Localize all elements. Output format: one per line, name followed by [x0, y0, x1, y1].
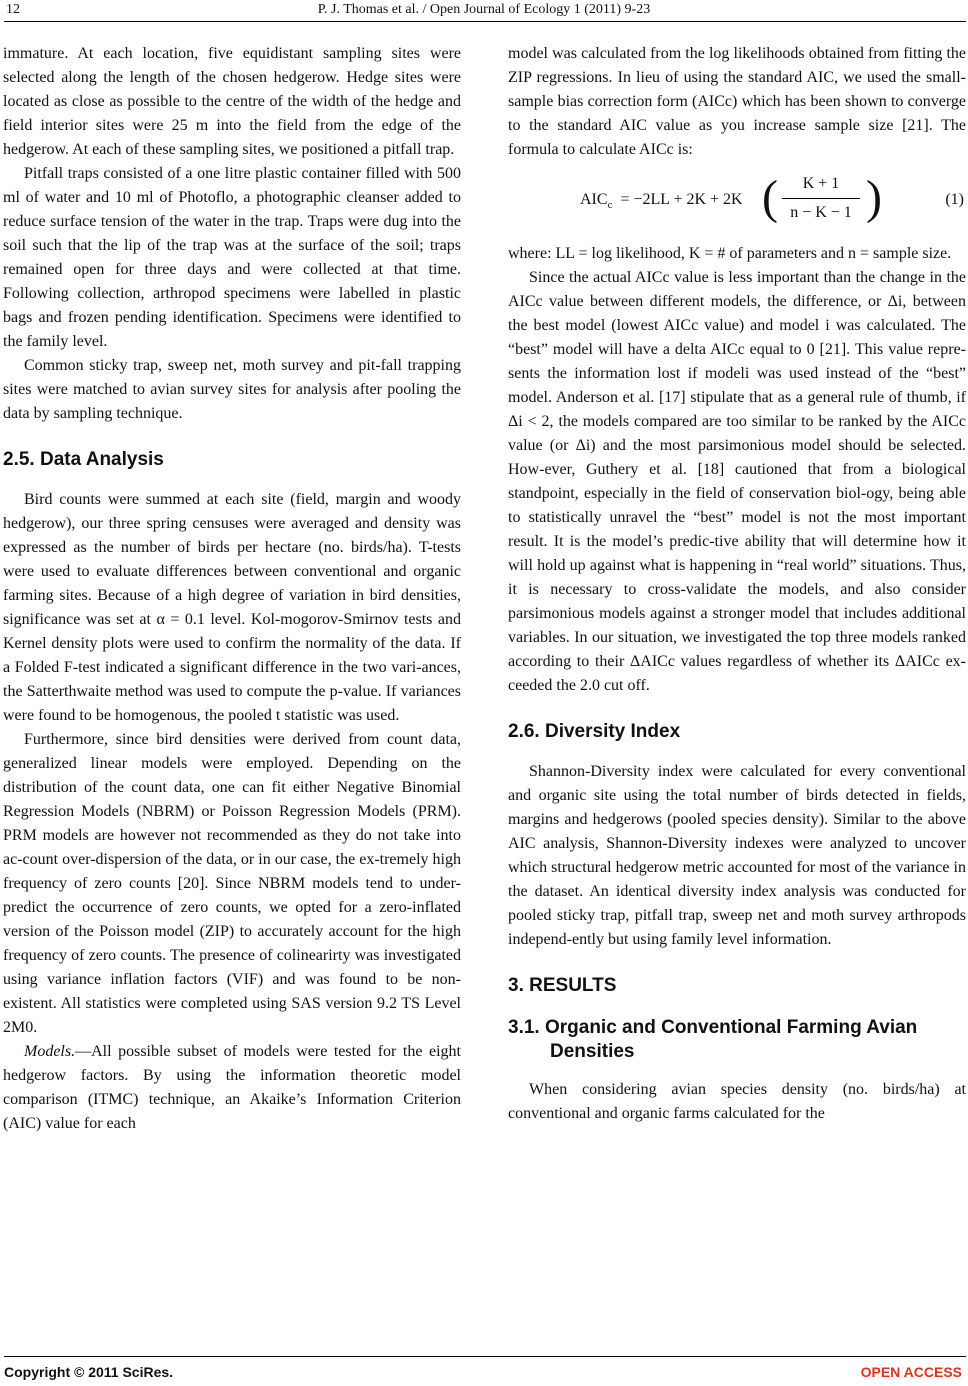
paragraph-where: where: LL = log likelihood, K = # of parameters and n = sample size.	[508, 245, 952, 262]
footer-rule	[4, 1356, 966, 1357]
paragraph-aicc-intro: model was calculated from the log likelihoods obtained from fitting the ZIP regressions. In lieu of using the standard AIC, we used the small-sample bias correction form (AICc) which has been shown to converge to the standard AIC value as you increase sample size [21]. The formula to calculate AICc is:	[508, 45, 966, 158]
heading-data-analysis: 2.5. Data Analysis	[3, 449, 164, 470]
open-access-label: OPEN ACCESS	[860, 1364, 962, 1380]
heading-diversity-index: 2.6. Diversity Index	[508, 721, 681, 742]
heading-results: 3. RESULTS	[508, 975, 617, 996]
paragraph-models	[3, 1040, 461, 1136]
page-footer	[0, 1364, 968, 1386]
paragraph-delta-aicc: Since the actual AICc value is less important than the change in the AICc value between different models, the difference, or Δi, between the best model (lowest AICc value) and model i was calculated. The “best” model will have a delta AICc equal to 0 [21]. This value repre-sents the information lost if modeli was used instead of the “best” model. Anderson et al. [17] stipulate that as a general rule of thumb, if Δi < 2, the models compared are too similar to be ranked by the AICc value (or Δi) and the most parsimonious model should be selected. How-ever, Guthery et al. [18] cautioned that from a biological standpoint, especially in the field of conservation biol-ogy, being able to statistically unravel the “best” model is not the most important result. It is the model’s predic-tive ability that will determine how it will hold up against what is happening in “real world” situations. Thus, it is necessary to cross-validate the models, and also consider parsimonious models against a stronger model that includes additional variables. In our situation, we investigated the top three models ranked according to their ΔAICc values regardless of whether its ΔAICc ex-ceeded the 2.0 cut off.	[508, 269, 966, 694]
running-title: P. J. Thomas et al. / Open Journal of Ecology 1 (2011) 9-23	[317, 2, 651, 17]
equation-body	[580, 188, 743, 217]
header-rule	[4, 21, 966, 22]
left-paren: (	[762, 171, 778, 224]
page-number: 12	[6, 2, 20, 17]
page-header	[0, 0, 968, 22]
equation-number: (1)	[945, 191, 964, 208]
paragraph-sampling-sites: immature. At each location, five equidistant sampling sites were selected along the length of the chosen hedgerow. Hedge sites were located as close as possible to the centre of the width of the hedge and field interior sites were 25 m into the field from the edge of the hedgerow. At each of these sampling sites, we positioned a pitfall trap.	[3, 45, 461, 158]
right-column	[508, 42, 966, 1126]
models-lead: Models.	[24, 1043, 76, 1060]
left-column	[3, 42, 461, 1136]
paragraph-pitfall-traps: Pitfall traps consisted of a one litre plastic container filled with 500 ml of water and 10 ml of Photoflo, a photographic cleanser added to reduce surface tension of the water in the trap. Traps were dug into the soil such that the lip of the trap was at the surface of the soil; traps remained open for three days and were collected at that time. Following collection, arthropod specimens were labelled in plastic bags and frozen pending identification. Specimens were identified to the family level.	[3, 165, 461, 350]
copyright: Copyright © 2011 SciRes.	[4, 1364, 174, 1380]
paragraph-shannon: Shannon-Diversity index were calculated for every conventional and organic site using the total number of birds detected in fields, margins and hedgerows (pooled species density). Similar to the above AIC analysis, Shannon-Diversity indexes were analyzed to uncover which structural hedgerow metric accounted for most of the variance in the dataset. An identical diversity index analysis was conducted for pooled sticky trap, pitfall trap, sweep net and moth survey arthropods independ-ently but using family level information.	[508, 763, 966, 948]
paragraph-avian-density: When considering avian species density (no. birds/ha) at conventional and organic farms calculated for the	[508, 1081, 966, 1122]
paragraph-bird-counts: Bird counts were summed at each site (field, margin and woody hedgerow), our three spring censuses were averaged and density was expressed as the number of birds per hectare (no. birds/ha). T-tests were used to evaluate differences between conventional and organic farming sites. Because of a high degree of variation in bird densities, significance was set at α = 0.1 level. Kol-mogorov-Smirnov tests and Kernel density plots were used to confirm the normality of the data. If a Folded F-test indicated a significant difference in the two vari-ances, the Satterthwaite method was used to compute the p-value. If variances were found to be homogenous, the pooled t statistic was used.	[3, 491, 461, 724]
right-paren: )	[866, 171, 882, 224]
heading-avian-densities: 3.1. Organic and Conventional Farming Avian Densities	[508, 1017, 918, 1062]
equation-rhs: = −2LL + 2K + 2K	[620, 191, 743, 208]
fraction-numerator: K + 1	[802, 175, 840, 192]
equation-fraction	[776, 172, 866, 225]
equation-lhs-sub: c	[607, 199, 613, 212]
models-text: —All possible subset of models were tested for the eight hedgerow factors. By using the information theoretic model comparison (ITMC) technique, an Akaike’s Information Criterion (AIC) value for each	[3, 1043, 461, 1132]
paragraph-glm: Furthermore, since bird densities were derived from count data, generalized linear models were employed. Depending on the distribution of the count data, one can fit either Negative Binomial Regression Models (NBRM) or Poisson Regression Models (PRM). PRM models are however not recommended as they do not take into ac-count over-dispersion of the data, or in our case, the ex-tremely high frequency of zero counts [20]. Since NBRM models tend to under-predict the occurrence of zero counts, we opted for a zero-inflated version of the Poisson model (ZIP) to accurately account for the high frequency of zero counts. The presence of colinearirty was investigated using variance inflation factors (VIF) and was found to be non-existent. All statistics were completed using SAS version 9.2 TS Level 2M0.	[3, 731, 461, 1036]
fraction-bar	[782, 198, 860, 199]
equation-aicc	[508, 168, 966, 238]
fraction-denominator: n − K − 1	[790, 204, 852, 221]
paragraph-site-matching: Common sticky trap, sweep net, moth survey and pit-fall trapping sites were matched to avian survey sites for analysis after pooling the data by sampling technique.	[3, 357, 461, 422]
equation-lhs: AIC	[580, 191, 608, 208]
